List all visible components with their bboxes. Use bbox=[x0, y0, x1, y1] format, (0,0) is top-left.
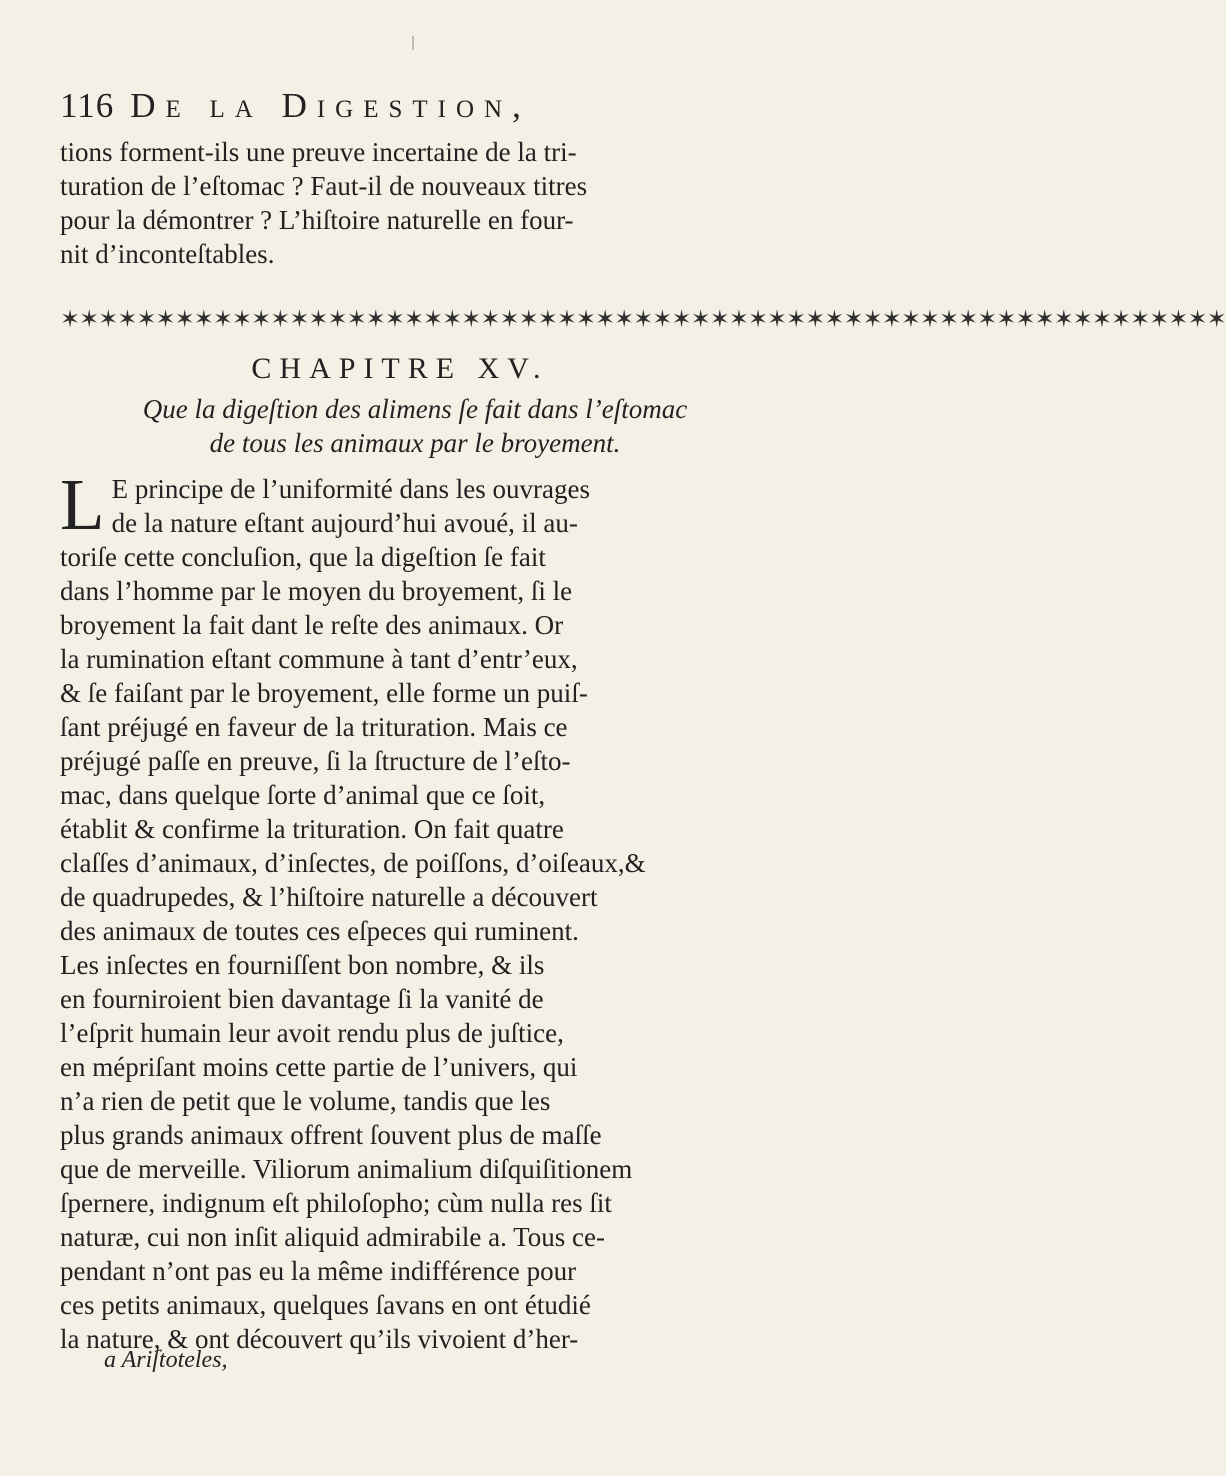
chapter-subtitle-line: Que la digeſtion des alimens ſe fait dans l’eſtomac bbox=[142, 394, 688, 424]
chapter-title: CHAPITRE XV. bbox=[251, 352, 549, 385]
body-line: naturæ, cui non inſit aliquid admirabile a. Tous ce- bbox=[60, 1222, 605, 1252]
body-line: pendant n’ont pas eu la même indifférence pour bbox=[60, 1256, 577, 1286]
body-line: toriſe cette concluſion, que la digeſtion ſe fait bbox=[60, 542, 546, 572]
body-line: Les inſectes en fourniſſent bon nombre, & ils bbox=[60, 950, 545, 980]
body-line: mac, dans quelque ſorte d’animal que ce ſoit, bbox=[60, 780, 546, 810]
body-line: en fourniroient bien davantage ſi la vanité de bbox=[60, 984, 544, 1014]
intro-line: nit d’inconteſtables. bbox=[60, 239, 275, 269]
body-line: ſant préjugé en faveur de la trituration. Mais ce bbox=[60, 712, 568, 742]
intro-paragraph bbox=[60, 135, 770, 271]
running-title: De la Digestion, bbox=[130, 86, 531, 125]
body-line: de la nature eſtant aujourd’hui avoué, il au- bbox=[111, 508, 578, 538]
page-header bbox=[60, 88, 760, 132]
page-mark bbox=[412, 36, 414, 50]
body-line: l’eſprit humain leur avoit rendu plus de juſtice, bbox=[60, 1018, 564, 1048]
decorative-ornament-band: ✶✶✶✶✶✶✶✶✶✶✶✶✶✶✶✶✶✶✶✶✶✶✶✶✶✶✶✶✶✶✶✶✶✶✶✶✶✶✶✶✶✶✶✶✶✶✶✶✶✶✶✶✶✶✶✶✶✶✶✶✶ bbox=[60, 305, 1226, 333]
body-line: claſſes d’animaux, d’inſectes, de poiſſons, d’oiſeaux,& bbox=[60, 848, 646, 878]
body-line: préjugé paſſe en preuve, ſi la ſtructure de l’eſto- bbox=[60, 746, 571, 776]
body-line: broyement la fait dant le reſte des animaux. Or bbox=[60, 610, 564, 640]
intro-line: pour la démontrer ? L’hiſtoire naturelle en four- bbox=[60, 205, 574, 235]
chapter-subtitle bbox=[70, 392, 760, 460]
intro-line: tions forment-ils une preuve incertaine de la tri- bbox=[60, 137, 577, 167]
chapter-body bbox=[60, 464, 770, 1356]
body-line: de quadrupedes, & l’hiſtoire naturelle a découvert bbox=[60, 882, 598, 912]
body-line: ſpernere, indignum eſt philoſopho; cùm nulla res ſit bbox=[60, 1188, 612, 1218]
intro-line: turation de l’eſtomac ? Faut-il de nouveaux titres bbox=[60, 171, 588, 201]
page-number: 116 bbox=[60, 86, 115, 125]
body-line: la rumination eſtant commune à tant d’entr’eux, bbox=[60, 644, 578, 674]
body-line: que de merveille. Viliorum animalium diſquiſitionem bbox=[60, 1154, 633, 1184]
body-line: établit & confirme la trituration. On fait quatre bbox=[60, 814, 564, 844]
body-line: E principe de l’uniformité dans les ouvrages bbox=[111, 474, 590, 504]
body-line: des animaux de toutes ces eſpeces qui ruminent. bbox=[60, 916, 579, 946]
footnote: a Ariſtoteles, bbox=[104, 1347, 228, 1373]
body-line: la nature, & ont découvert qu’ils vivoient d’her- bbox=[60, 1324, 579, 1354]
body-line: & ſe faiſant par le broyement, elle forme un puiſ- bbox=[60, 678, 588, 708]
body-line: en mépriſant moins cette partie de l’univers, qui bbox=[60, 1052, 578, 1082]
body-line: n’a rien de petit que le volume, tandis que les bbox=[60, 1086, 551, 1116]
drop-cap: L bbox=[60, 464, 105, 545]
body-line: ces petits animaux, quelques ſavans en ont étudié bbox=[60, 1290, 591, 1320]
chapter-subtitle-line: de tous les animaux par le broyement. bbox=[209, 428, 621, 458]
body-line: plus grands animaux offrent ſouvent plus de maſſe bbox=[60, 1120, 602, 1150]
body-line: dans l’homme par le moyen du broyement, ſi le bbox=[60, 576, 573, 606]
